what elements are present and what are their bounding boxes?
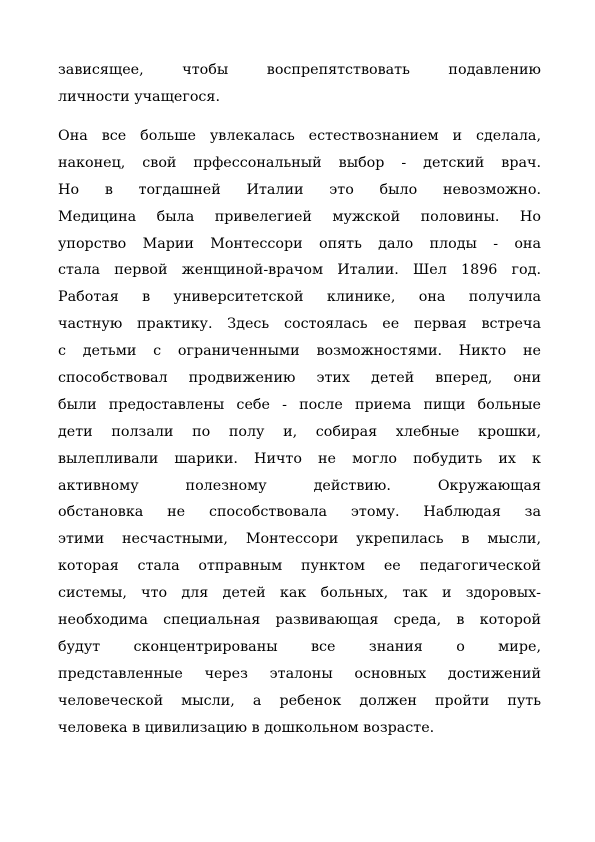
- text-line: активному полезному действию. Окружающая: [58, 477, 541, 494]
- text-line: обстановка не способствовала этому. Наблюдая за: [58, 504, 541, 521]
- paragraph-1: [58, 57, 541, 111]
- text-line: Она все больше увлекалась естествознанием и сделала,: [58, 128, 541, 144]
- text-line: стала первой женщиной-врачом Италии. Шел 1896 год.: [58, 262, 541, 279]
- text-line: упорство Марии Монтессори опять дало плоды - она: [58, 235, 541, 252]
- text-line: Но в тогдашней Италии это было невозможно.: [58, 181, 541, 198]
- text-line: частную практику. Здесь состоялась ее первая встреча: [58, 316, 541, 333]
- text-line: личности учащегося.: [58, 88, 220, 105]
- text-line: дети ползали по полу и, собирая хлебные крошки,: [58, 423, 541, 440]
- text-line: Медицина была привелегией мужской половины. Но: [58, 208, 541, 225]
- text-line: вылепливали шарики. Ничто не могло побудить их к: [58, 450, 541, 467]
- text-line: были предоставлены себе - после приема пищи больные: [58, 396, 541, 413]
- text-line: человеческой мысли, а ребенок должен пройти путь: [58, 692, 541, 709]
- text-line: представленные через эталоны основных достижений: [58, 665, 541, 682]
- text-line: наконец, свой прфессональный выбор - детский врач.: [58, 154, 541, 171]
- text-line: будут сконцентрированы все знания о мире,: [58, 638, 541, 655]
- text-line: которая стала отправным пунктом ее педагогической: [58, 558, 541, 575]
- text-line: человека в цивилизацию в дошкольном возрасте.: [58, 719, 435, 736]
- text-line: системы, что для детей как больных, так и здоровых-: [58, 585, 541, 602]
- text-line: зависящее, чтобы воспрепятствовать подавлению: [58, 62, 541, 78]
- text-line: Работая в университетской клинике, она получила: [58, 289, 541, 306]
- text-line: этими несчастными, Монтессори укрепилась в мысли,: [58, 531, 541, 548]
- text-line: способствовал продвижению этих детей вперед, они: [58, 370, 541, 387]
- text-line: с детьми с ограниченными возможностями. Никто не: [58, 343, 541, 360]
- text-line: необходима специальная развивающая среда, в которой: [58, 612, 541, 629]
- paragraph-2: [58, 123, 541, 741]
